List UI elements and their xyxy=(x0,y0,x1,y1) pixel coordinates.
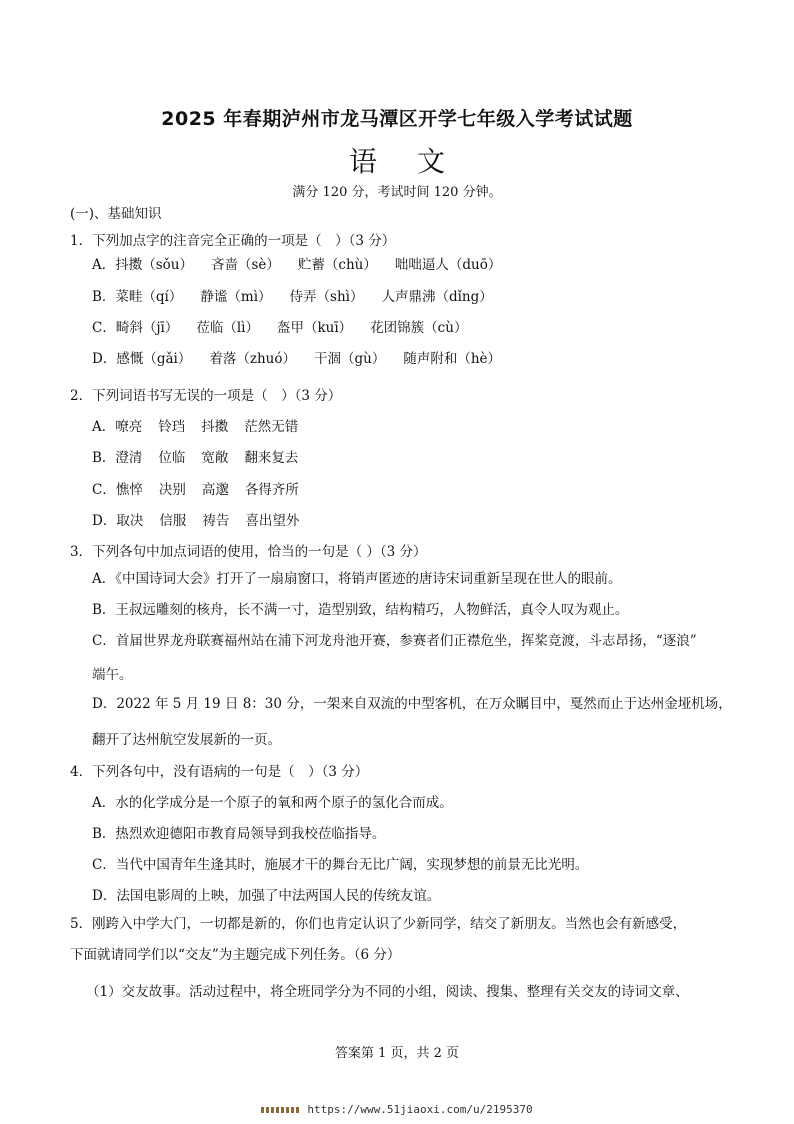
q4-option-a: A．水的化学成分是一个原子的氧和两个原子的氢化合而成。 xyxy=(92,795,453,811)
q1-a-2: 吝啬（sè） xyxy=(211,257,280,273)
q2-c-4: 各得齐所 xyxy=(244,482,299,498)
q1-a-4: 咄咄逼人（duō） xyxy=(394,257,502,273)
q1-option-b xyxy=(92,288,511,306)
q2-c-3: 高邈 xyxy=(201,482,229,498)
q1-d-1: D．感慨（gǎi） xyxy=(92,351,192,367)
q1-d-2: 着落（zhuó） xyxy=(209,351,296,367)
q3-option-c-cont: 端午。 xyxy=(92,667,133,683)
q2-b-1: B．澄清 xyxy=(92,450,143,466)
q2-d-1: D．取决 xyxy=(92,513,144,529)
q4-option-d: D．法国电影周的上映，加强了中法两国人民的传统友谊。 xyxy=(92,888,441,904)
q2-d-2: 信服 xyxy=(159,513,187,529)
q1-a-1: A．抖擞（sǒu） xyxy=(92,257,193,273)
watermark-url: https://www.51jiaoxi.com/u/2195370 xyxy=(307,1103,533,1116)
q3-option-d-cont: 翻开了达州航空发展新的一页。 xyxy=(92,732,281,748)
q3-stem: 3．下列各句中加点词语的使用，恰当的一句是（ ）（3 分） xyxy=(70,544,427,560)
q1-c-4: 花团锦簇（cù） xyxy=(370,320,468,336)
q2-b-4: 翻来复去 xyxy=(244,450,299,466)
q3-option-c: C．首届世界龙舟联赛福州站在浦下河龙舟池开赛，参赛者们正襟危坐，挥桨竞渡，斗志昂扬，“逐浪” xyxy=(92,633,697,649)
q5-stem: 5．刚跨入中学大门，一切都是新的，你们也肯定认识了少新同学，结交了新朋友。当然也会有新感受， xyxy=(70,916,687,932)
q2-stem: 2．下列词语书写无误的一项是（ ）（3 分） xyxy=(70,388,342,404)
q5-part1: （1）交友故事。活动过程中，将全班同学分为不同的小组，阅读、搜集、整理有关交友的诗词文章、 xyxy=(86,984,689,1000)
q3-option-a: A．《中国诗词大会》打开了一扇扇窗口，将销声匿迹的唐诗宋词重新呈现在世人的眼前。 xyxy=(92,571,622,587)
section-heading: (一)、基础知识 xyxy=(70,206,162,222)
watermark xyxy=(0,1103,794,1116)
q1-b-3: 侍弄（shì） xyxy=(289,289,364,305)
q2-d-4: 喜出望外 xyxy=(245,513,300,529)
q2-c-2: 决别 xyxy=(158,482,186,498)
q3-option-d: D．2022 年 5 月 19 日 8：30 分，一架来自双流的中型客机，在万众瞩目中，戛然而止于达州金垭机场， xyxy=(92,696,732,712)
q2-option-a xyxy=(92,418,314,436)
q1-b-1: B．菜畦（qí） xyxy=(92,289,183,305)
subject-heading: 语文 xyxy=(348,145,485,178)
q2-option-b xyxy=(92,449,314,467)
q1-c-2: 莅临（lì） xyxy=(196,320,259,336)
q2-c-1: C．憔悴 xyxy=(92,482,143,498)
q1-b-4: 人声鼎沸（dǐng） xyxy=(381,289,493,305)
q4-stem: 4．下列各句中，没有语病的一句是（ ）（3 分） xyxy=(70,764,369,780)
q2-a-3: 抖擞 xyxy=(201,419,229,435)
q1-option-d xyxy=(92,350,519,368)
q2-a-2: 铃珰 xyxy=(158,419,186,435)
q1-d-3: 干涸（gù） xyxy=(313,351,386,367)
q2-b-3: 宽敞 xyxy=(201,450,229,466)
q1-option-a xyxy=(92,256,519,274)
q5-stem-cont: 下面就请同学们以“交友”为主题完成下列任务。（6 分） xyxy=(70,947,401,963)
page-footer: 答案第 1 页，共 2 页 xyxy=(334,1046,460,1061)
q1-c-1: C．畸斜（jī） xyxy=(92,320,179,336)
q3-option-b: B．王叔远雕刻的核舟，长不满一寸，造型别致，结构精巧，人物鲜活，真令人叹为观止。 xyxy=(92,602,629,618)
exam-title: 2025 年春期泸州市龙马潭区开学七年级入学考试试题 xyxy=(161,108,633,130)
q2-option-d xyxy=(92,512,315,530)
score-info: 满分 120 分，考试时间 120 分钟。 xyxy=(292,185,502,200)
q1-a-3: 贮蓄（chù） xyxy=(297,257,377,273)
q2-option-c xyxy=(92,481,315,499)
q4-option-c: C．当代中国青年生逢其时，施展才干的舞台无比广阔，实现梦想的前景无比光明。 xyxy=(92,857,589,873)
watermark-logo-icon xyxy=(261,1107,301,1113)
q2-a-1: A．嘹亮 xyxy=(92,419,143,435)
q2-d-3: 祷告 xyxy=(202,513,230,529)
q1-stem: 1．下列加点字的注音完全正确的一项是（ ）（3 分） xyxy=(70,233,396,249)
q1-b-2: 静谧（mì） xyxy=(200,289,272,305)
q2-a-4: 茫然无错 xyxy=(244,419,299,435)
q1-c-3: 盔甲（kuī） xyxy=(276,320,353,336)
q1-option-c xyxy=(92,319,485,337)
q1-d-4: 随声附和（hè） xyxy=(403,351,502,367)
q4-option-b: B．热烈欢迎德阳市教育局领导到我校莅临指导。 xyxy=(92,826,386,842)
q2-b-2: 位临 xyxy=(158,450,186,466)
